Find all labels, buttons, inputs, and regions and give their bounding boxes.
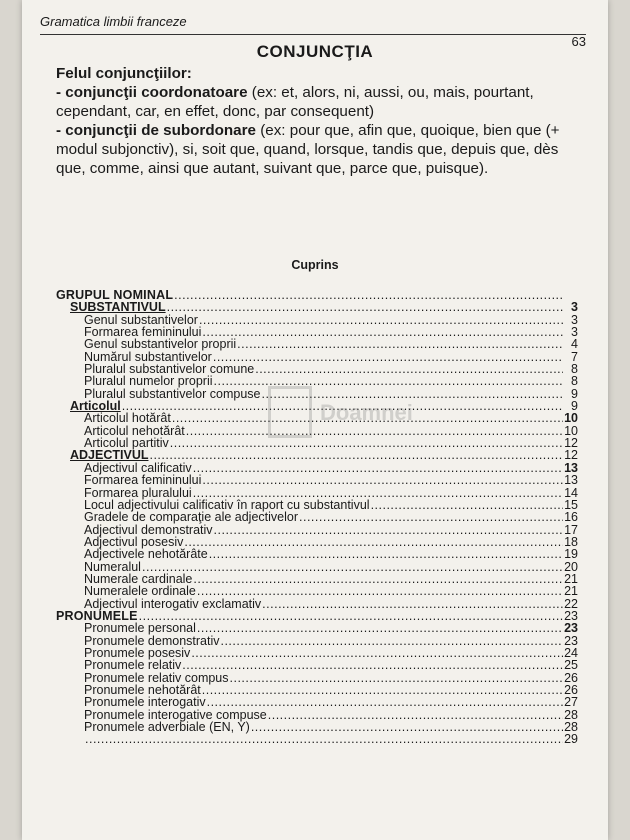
toc-leader-dots — [255, 363, 563, 375]
watermark — [268, 380, 428, 450]
toc-entry-page: 21 — [564, 571, 578, 586]
toc-leader-dots — [230, 672, 563, 684]
book-page — [22, 0, 608, 840]
body-text — [56, 64, 576, 178]
running-title: Gramatica limbii franceze — [40, 14, 187, 29]
toc-entry-page: 26 — [564, 683, 578, 697]
toc-entry-page: 15 — [564, 497, 578, 512]
term-coordinating: - conjuncţii coordonatoare — [56, 84, 248, 101]
toc-entry-label: Genul substantivelor proprii — [84, 337, 237, 352]
toc-entry-page: 22 — [564, 596, 578, 611]
toc-entry-page: 3 — [571, 325, 578, 340]
toc-entry-page: 4 — [571, 337, 578, 352]
watermark-text: Doamnei — [320, 400, 413, 425]
toc-entry-label: Adjectivul posesiv — [84, 534, 184, 549]
toc-entry-label: Numărul substantivelor — [84, 349, 212, 364]
toc-entry-page: 12 — [564, 448, 578, 463]
toc-entry-page: 27 — [564, 695, 578, 710]
toc-entry-label: Articolul — [70, 399, 121, 414]
toc-entry-label: SUBSTANTIVUL — [70, 300, 166, 315]
toc-leader-dots — [191, 647, 563, 659]
toc-entry-page: 12 — [564, 436, 578, 451]
toc-entry-label: Pronumele demonstrativ — [84, 633, 220, 648]
toc-entry-label: Pluralul substantivelor compuse — [84, 386, 261, 401]
toc-leader-dots — [139, 610, 563, 622]
toc-entry — [56, 449, 578, 461]
toc-entry-page: 10 — [564, 411, 578, 426]
toc-entry-label: Articolul nehotărât — [84, 423, 185, 438]
toc-entry-label: Articolul partitiv — [84, 436, 169, 451]
toc-entry — [56, 585, 578, 597]
toc-entry-page: 20 — [564, 559, 578, 574]
toc-leader-dots — [142, 561, 563, 573]
section-subtitle: Felul conjuncţiilor: — [56, 65, 192, 82]
toc-leader-dots — [371, 499, 563, 511]
toc-entry-page: 8 — [571, 362, 578, 377]
examples-coordinating: (ex: et, alors, ni, aussi, ou, mais, pourtant, cependant, car, en effet, donc, par consequent) — [56, 84, 534, 120]
toc-leader-dots — [199, 314, 563, 326]
toc-entry-label: Adjectivul demonstrativ — [84, 522, 213, 537]
toc-entry-page: 13 — [564, 473, 578, 488]
toc-leader-dots — [202, 474, 563, 486]
toc-entry-page: 18 — [564, 534, 578, 549]
toc-entry-page: 17 — [564, 522, 578, 537]
toc-entry-label: Numerale cardinale — [84, 571, 193, 586]
toc-entry-page: 14 — [564, 485, 578, 500]
toc-leader-dots — [251, 721, 563, 733]
toc-entry-label: Genul substantivelor — [84, 312, 198, 327]
toc-entry-label: Pronumele relativ compus — [84, 670, 229, 685]
toc-entry-label: Pronumele interogative compuse — [84, 707, 267, 722]
toc-leader-dots — [197, 585, 563, 597]
toc-leader-dots — [209, 548, 563, 560]
toc-entry-page: 9 — [571, 386, 578, 401]
table-of-contents — [56, 289, 578, 746]
toc-entry-label: Pronumele nehotărât — [84, 683, 201, 697]
toc-leader-dots — [197, 622, 563, 634]
term-subordinating: - conjuncţii de subordonare — [56, 122, 256, 139]
toc-entry-label: Gradele de comparaţie ale adjectivelor — [84, 510, 299, 525]
toc-entry-label: Pronumele interogativ — [84, 695, 206, 710]
toc-entry-label: Articolul hotărât — [84, 411, 171, 426]
toc-leader-dots — [299, 511, 563, 523]
toc-leader-dots — [182, 659, 563, 671]
toc-entry — [56, 338, 578, 350]
toc-entry-page: 8 — [571, 374, 578, 389]
toc-entry-label: GRUPUL NOMINAL — [56, 288, 174, 302]
toc-leader-dots — [193, 462, 563, 474]
toc-entry — [56, 733, 578, 745]
toc-entry-label: Pronumele personal — [84, 621, 196, 636]
toc-leader-dots — [167, 301, 563, 313]
toc-entry — [56, 487, 578, 499]
toc-entry-label: Pluralul numelor proprii — [84, 374, 213, 389]
toc-entry-page: 28 — [564, 707, 578, 722]
toc-entry — [56, 511, 578, 523]
toc-leader-dots — [149, 449, 563, 461]
toc-entry-page: 26 — [564, 670, 578, 685]
toc-entry — [56, 721, 578, 733]
toc-entry-label: Adjectivele nehotărâte — [84, 547, 208, 562]
paragraph-coordinating — [56, 83, 576, 121]
toc-entry-page: 13 — [564, 460, 578, 475]
toc-entry-label: Formarea femininului — [84, 325, 202, 340]
page-number: 63 — [571, 34, 586, 49]
toc-heading: Cuprins — [291, 258, 339, 272]
toc-leader-dots — [174, 289, 563, 301]
toc-entry-page: 9 — [571, 399, 578, 414]
toc-entry-page: 23 — [564, 621, 578, 636]
toc-entry-page: 23 — [564, 633, 578, 648]
toc-entry-label: Adjectivul calificativ — [84, 460, 192, 475]
toc-entry-label: Pronumele adverbiale (EN, Y) — [84, 720, 250, 735]
toc-entry-page: 25 — [564, 658, 578, 673]
toc-entry-page: 19 — [564, 547, 578, 562]
toc-leader-dots — [214, 524, 563, 536]
toc-leader-dots — [207, 696, 563, 708]
paragraph-subordinating — [56, 121, 576, 178]
toc-entry-page: 3 — [571, 312, 578, 327]
toc-entry-label: Pronumele relativ — [84, 658, 182, 673]
running-header — [40, 12, 586, 49]
toc-entry-label: Pronumele posesiv — [84, 645, 191, 660]
toc-entry-label: Numeralele ordinale — [84, 584, 196, 599]
toc-entry-label: PRONUMELE — [56, 608, 138, 623]
toc-entry-label: Formarea femininului — [84, 473, 202, 488]
examples-subordinating: (ex: pour que, afin que, quoique, bien que (+ modul subjonctiv), si, soit que, quand, lorsque, tandis que, depuis que, dès que, comme, ainsi que autant, suivant que, parce que, puisque). — [56, 122, 560, 177]
toc-entry — [56, 659, 578, 671]
toc-leader-dots — [193, 487, 563, 499]
toc-entry-page: 28 — [564, 720, 578, 735]
toc-leader-dots — [202, 684, 563, 696]
toc-leader-dots — [85, 733, 563, 745]
toc-entry-page: 23 — [564, 608, 578, 623]
toc-entry-label: Numeralul — [84, 559, 141, 574]
toc-entry-page: 3 — [571, 300, 578, 315]
toc-entry-label: Locul adjectivului calificativ în raport cu substantivul — [84, 497, 370, 512]
toc-entry-label: Adjectivul interogativ exclamativ — [84, 596, 262, 611]
toc-entry — [56, 301, 578, 313]
toc-entry-page: 7 — [571, 349, 578, 364]
toc-entry-label: ADJECTIVUL — [70, 448, 149, 463]
toc-leader-dots — [237, 338, 563, 350]
toc-leader-dots — [184, 536, 563, 548]
toc-entry-label: Pluralul substantivelor comune — [84, 362, 255, 377]
toc-entry-page: 21 — [564, 584, 578, 599]
chapter-title: CONJUNCŢIA — [256, 42, 374, 61]
book-logo-icon — [268, 386, 312, 438]
toc-leader-dots — [262, 598, 563, 610]
toc-entry-page: 29 — [564, 732, 578, 747]
toc-leader-dots — [202, 326, 563, 338]
toc-entry — [56, 696, 578, 708]
toc-entry — [56, 474, 578, 486]
toc-entry-label: Formarea pluralului — [84, 485, 192, 500]
toc-leader-dots — [193, 573, 563, 585]
toc-leader-dots — [220, 635, 563, 647]
toc-leader-dots — [268, 709, 563, 721]
toc-entry — [56, 622, 578, 634]
toc-leader-dots — [213, 351, 563, 363]
toc-entry-page: 24 — [564, 645, 578, 660]
toc-entry — [56, 548, 578, 560]
toc-entry-page: 16 — [564, 510, 578, 525]
toc-entry-page: 10 — [564, 423, 578, 438]
